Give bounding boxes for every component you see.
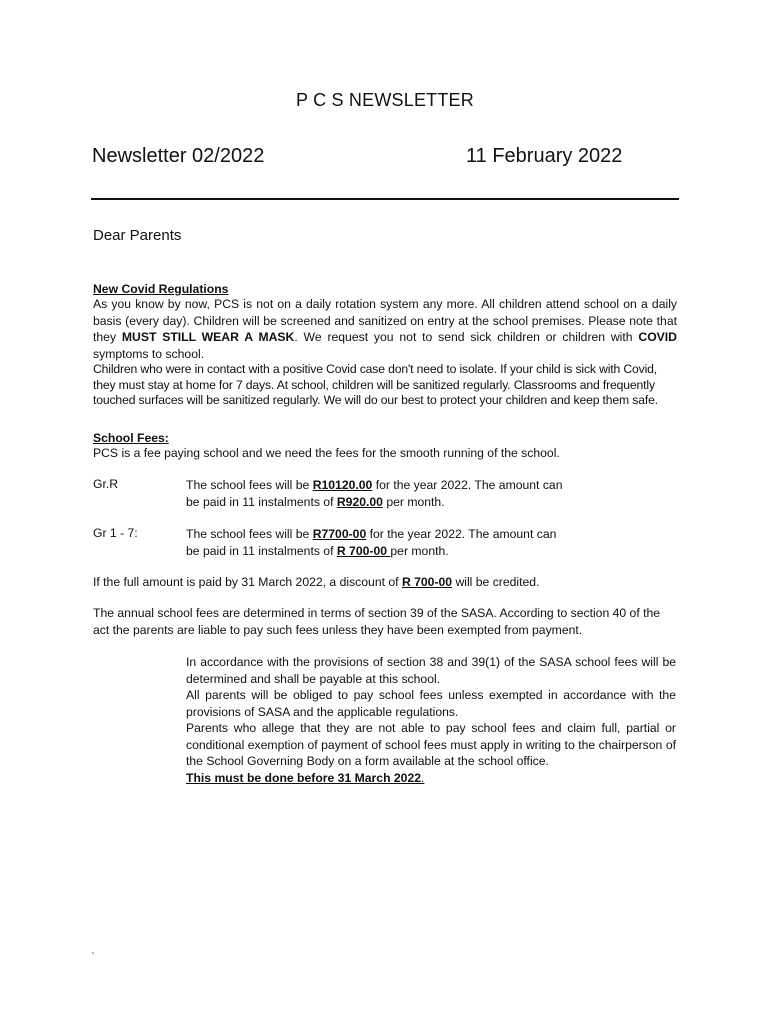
grade-1-7-text-c: be paid in 11 instalments of <box>186 544 337 558</box>
covid-heading: New Covid Regulations <box>93 282 229 296</box>
grade-r-monthly: R920.00 <box>336 495 383 509</box>
exemption-block <box>186 654 676 786</box>
grade-1-7-text-d: per month. <box>390 544 449 558</box>
exemption-point-1: In accordance with the provisions of section 38 and 39(1) of the SASA school fees will be determined and shall be payable at this school. <box>186 655 676 686</box>
deadline-line <box>186 770 676 787</box>
grade-1-7-fees <box>186 526 606 560</box>
grade-1-7-text-a: The school fees will be <box>186 527 313 541</box>
mask-requirement: MUST STILL WEAR A MASK <box>121 330 295 344</box>
discount-text-a: If the full amount is paid by 31 March 2022, a discount of <box>93 575 402 589</box>
covid-paragraph-2: Children who were in contact with a positive Covid case don't need to isolate. If your child is sick with Covid, they must stay at home for 7 days. At school, children will be sanitized regularly. Classrooms and frequently touched surfaces will be sanitized regularly. We will do our best to protect your children and keep them safe. <box>93 362 658 407</box>
grade-r-text-c: be paid in 11 instalments of <box>186 495 337 509</box>
newsletter-title: P C S NEWSLETTER <box>296 90 474 110</box>
deadline-notice: This must be done before 31 March 2022 <box>186 770 422 785</box>
covid-emphasis: COVID <box>638 330 677 344</box>
grade-1-7-label: Gr 1 - 7: <box>93 526 138 540</box>
discount-amount: R 700-00 <box>401 575 453 589</box>
covid-p1-text-a: As you know by now, PCS is not on a daily rotation system any more. All children attend school on a daily basis (every day). Children will be screened and sanitized on entry at the school premises. Please note that they <box>93 297 677 344</box>
grade-1-7-amount: R7700-00 <box>312 527 367 541</box>
deadline-period: . <box>421 770 425 785</box>
fees-intro: PCS is a fee paying school and we need the fees for the smooth running of the school. <box>93 446 560 460</box>
grade-r-label: Gr.R <box>93 477 119 491</box>
grade-r-text-a: The school fees will be <box>186 478 313 492</box>
header-divider <box>91 198 679 200</box>
covid-p1-text-c: symptoms to school. <box>93 346 205 361</box>
grade-r-fees <box>186 477 606 511</box>
exemption-point-2: All parents will be obliged to pay school fees unless exempted in accordance with the provisions of SASA and the applicable regulations. <box>186 688 676 719</box>
grade-1-7-monthly: R 700-00 <box>336 544 391 558</box>
sasa-paragraph: The annual school fees are determined in terms of section 39 of the SASA. According to section 40 of the act the parents are liable to pay such fees unless they have been exempted from payment. <box>93 606 661 637</box>
covid-paragraph-1 <box>93 296 677 362</box>
issue-date: 11 February 2022 <box>466 145 623 167</box>
stray-mark: ` <box>91 950 95 964</box>
grade-r-text-d: per month. <box>382 495 445 509</box>
grade-r-text-b: for the year 2022. The amount can <box>372 478 563 492</box>
fees-heading: School Fees: <box>93 431 169 445</box>
grade-r-amount: R10120.00 <box>312 478 373 492</box>
grade-1-7-text-b: for the year 2022. The amount can <box>366 527 557 541</box>
covid-p1-text-b: . We request you not to send sick children or children with <box>294 330 639 344</box>
issue-number: Newsletter 02/2022 <box>92 145 265 167</box>
discount-note <box>93 574 677 590</box>
discount-text-b: will be credited. <box>452 575 540 589</box>
greeting: Dear Parents <box>93 227 182 244</box>
exemption-point-3: Parents who allege that they are not able to pay school fees and claim full, partial or conditional exemption of payment of school fees must apply in writing to the chairperson of the School Governing Body on a form available at the school office. <box>186 721 676 768</box>
